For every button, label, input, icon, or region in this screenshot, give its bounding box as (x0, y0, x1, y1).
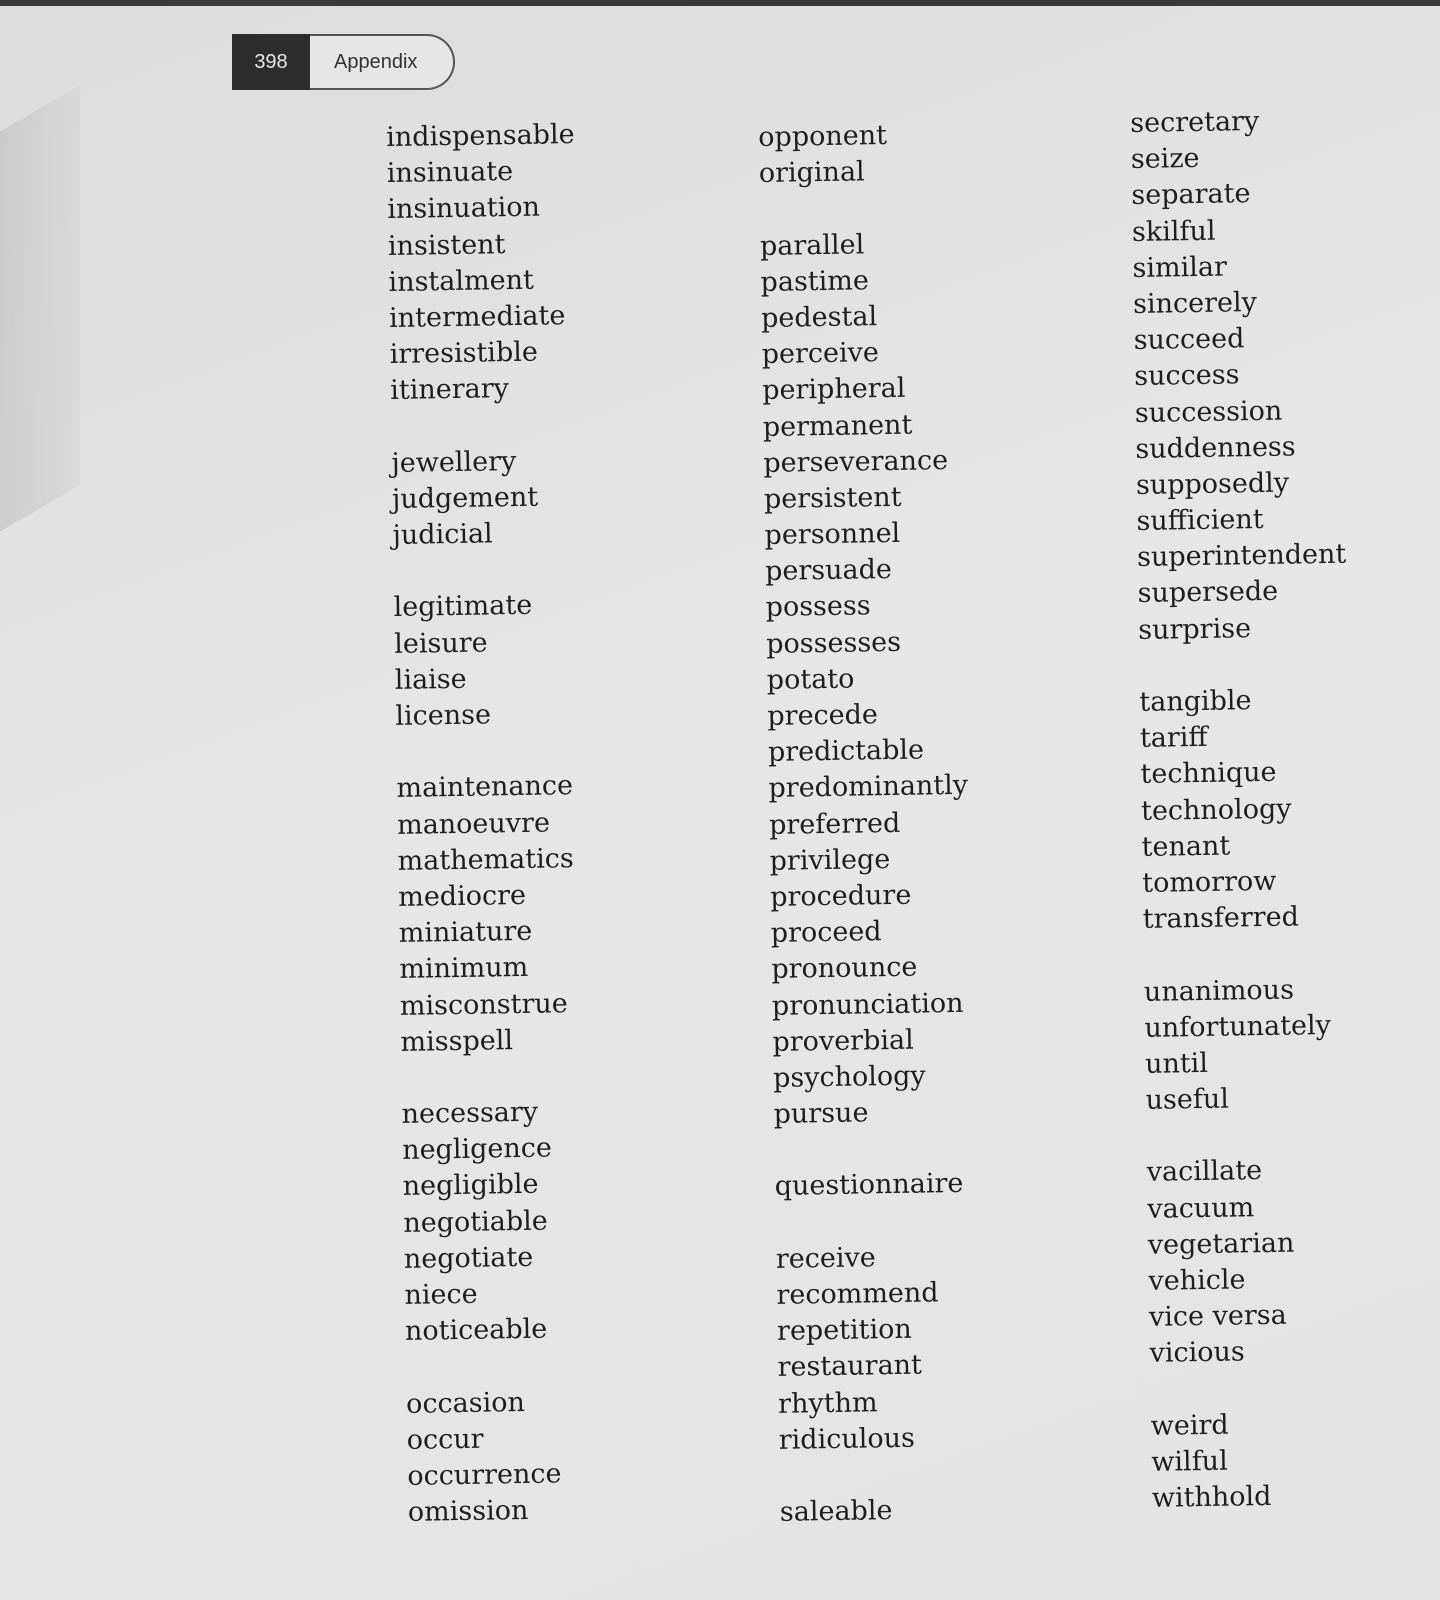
word-entry: superintendent (1136, 538, 1347, 574)
word-entry: repetition (776, 1313, 913, 1348)
word-entry: occasion (405, 1386, 526, 1420)
word-entry: supposedly (1135, 467, 1290, 501)
word-entry: occur (406, 1423, 484, 1456)
word-entry: similar (1132, 251, 1228, 284)
word-entry: mathematics (397, 842, 574, 877)
word-entry: technique (1140, 757, 1277, 791)
top-edge-shadow (0, 0, 1440, 6)
group-gap (1139, 645, 1349, 684)
word-entry: parallel (759, 228, 865, 262)
group-gap (393, 551, 582, 590)
word-entry: ridiculous (778, 1422, 916, 1456)
word-entry: preferred (768, 807, 901, 841)
group-gap (401, 1058, 590, 1097)
word-entry: success (1134, 359, 1240, 393)
group-gap (391, 407, 580, 446)
group-gap (1150, 1369, 1360, 1408)
word-entry: wilful (1151, 1445, 1228, 1478)
word-entry: miniature (398, 915, 533, 950)
word-entry: niece (404, 1278, 478, 1311)
word-entry: predominantly (768, 770, 969, 805)
word-entry: misspell (400, 1024, 514, 1058)
word-entry: skilful (1131, 215, 1216, 248)
word-entry: negligence (401, 1132, 553, 1167)
group-gap (396, 732, 585, 771)
word-column-2 (758, 117, 980, 1531)
word-entry: instalment (388, 264, 535, 298)
word-entry: pronounce (771, 951, 918, 986)
word-entry: perseverance (763, 444, 949, 479)
word-entry: surprise (1137, 612, 1252, 646)
word-entry: supersede (1137, 576, 1279, 610)
word-entry: proceed (770, 916, 882, 950)
page-number: 398 (232, 34, 310, 90)
word-entry: personnel (764, 517, 901, 552)
group-gap (1143, 935, 1353, 974)
group-gap (774, 1130, 974, 1169)
word-entry: mediocre (397, 879, 527, 913)
word-entry: perceive (761, 337, 880, 371)
word-entry: useful (1145, 1083, 1230, 1116)
word-entry: questionnaire (774, 1168, 964, 1203)
word-entry: tariff (1139, 722, 1208, 755)
word-entry: occurrence (407, 1458, 562, 1492)
word-entry: negotiate (403, 1241, 534, 1275)
word-entry: legitimate (393, 590, 533, 624)
word-entry: noticeable (404, 1313, 548, 1348)
word-entry: manoeuvre (396, 807, 551, 841)
word-entry: tenant (1141, 830, 1231, 863)
word-entry: intermediate (388, 300, 566, 334)
word-entry: seize (1130, 143, 1200, 176)
section-title: Appendix (310, 34, 455, 90)
word-entry: itinerary (390, 373, 510, 407)
word-entry: persistent (763, 481, 902, 515)
word-entry: liaise (394, 663, 467, 696)
word-entry: jewellery (391, 445, 517, 479)
word-entry: minimum (399, 952, 529, 986)
word-entry: restaurant (777, 1349, 923, 1384)
word-entry: pronunciation (771, 987, 964, 1022)
word-entry: withhold (1151, 1481, 1272, 1514)
group-gap (1146, 1116, 1356, 1155)
word-entry: succession (1134, 395, 1283, 429)
word-entry: vice versa (1148, 1299, 1287, 1334)
word-entry: pursue (773, 1097, 869, 1130)
word-entry: sufficient (1136, 504, 1264, 538)
word-entry: proverbial (772, 1024, 914, 1058)
word-entry: weird (1150, 1409, 1229, 1442)
word-entry: privilege (769, 843, 891, 877)
word-entry: negligible (402, 1169, 539, 1203)
group-gap (779, 1456, 979, 1495)
word-entry: indispensable (386, 119, 575, 153)
word-entry: vacuum (1147, 1191, 1255, 1225)
word-entry: vacillate (1146, 1155, 1263, 1189)
word-entry: predictable (767, 734, 925, 769)
word-entry: tangible (1139, 685, 1252, 718)
word-entry: insinuation (387, 191, 541, 226)
word-entry: recommend (776, 1277, 939, 1311)
word-entry: vegetarian (1147, 1227, 1295, 1261)
word-entry: license (395, 699, 492, 732)
word-entry: procedure (769, 879, 912, 913)
word-entry: peripheral (762, 373, 906, 407)
word-entry: rhythm (777, 1386, 878, 1420)
word-entry: sincerely (1132, 286, 1258, 320)
word-entry: potato (766, 663, 855, 696)
word-entry: pedestal (760, 301, 878, 334)
word-entry: secretary (1130, 105, 1260, 139)
word-entry: insistent (387, 228, 506, 262)
word-entry: opponent (758, 119, 888, 153)
word-column-3 (1130, 103, 1361, 1517)
word-entry: misconstrue (399, 987, 568, 1022)
word-entry: until (1144, 1047, 1209, 1080)
word-entry: receive (775, 1242, 876, 1275)
word-entry: unanimous (1143, 974, 1295, 1008)
word-entry: necessary (401, 1096, 539, 1130)
word-entry: vehicle (1148, 1264, 1246, 1297)
word-entry: technology (1140, 793, 1292, 827)
word-entry: pastime (760, 265, 870, 298)
word-entry: maintenance (396, 770, 574, 805)
word-entry: leisure (393, 627, 488, 660)
word-entry: precede (767, 699, 879, 732)
word-entry: negotiable (403, 1205, 548, 1239)
word-entry: tomorrow (1141, 865, 1277, 899)
word-entry: omission (407, 1495, 529, 1528)
group-gap (759, 189, 959, 228)
word-entry: judicial (392, 518, 493, 552)
word-entry: succeed (1133, 323, 1245, 357)
word-entry: possess (765, 590, 871, 624)
word-entry: saleable (779, 1495, 893, 1528)
group-gap (405, 1347, 594, 1386)
word-entry: possesses (765, 626, 902, 660)
word-column-1 (386, 117, 596, 1531)
word-entry: insinuate (386, 156, 514, 190)
word-entry: suddenness (1135, 431, 1296, 465)
word-entry: permanent (762, 409, 913, 443)
word-entry: original (758, 156, 865, 190)
word-entry: separate (1131, 178, 1251, 212)
page-curl-shadow (0, 85, 80, 554)
word-entry: vicious (1149, 1336, 1245, 1370)
word-entry: irresistible (389, 336, 539, 371)
word-entry: judgement (391, 481, 539, 515)
word-entry: unfortunately (1144, 1009, 1332, 1044)
group-gap (775, 1202, 975, 1241)
page-header (232, 34, 455, 90)
word-entry: psychology (772, 1060, 926, 1094)
word-entry: transferred (1142, 901, 1300, 936)
word-entry: persuade (764, 554, 893, 588)
